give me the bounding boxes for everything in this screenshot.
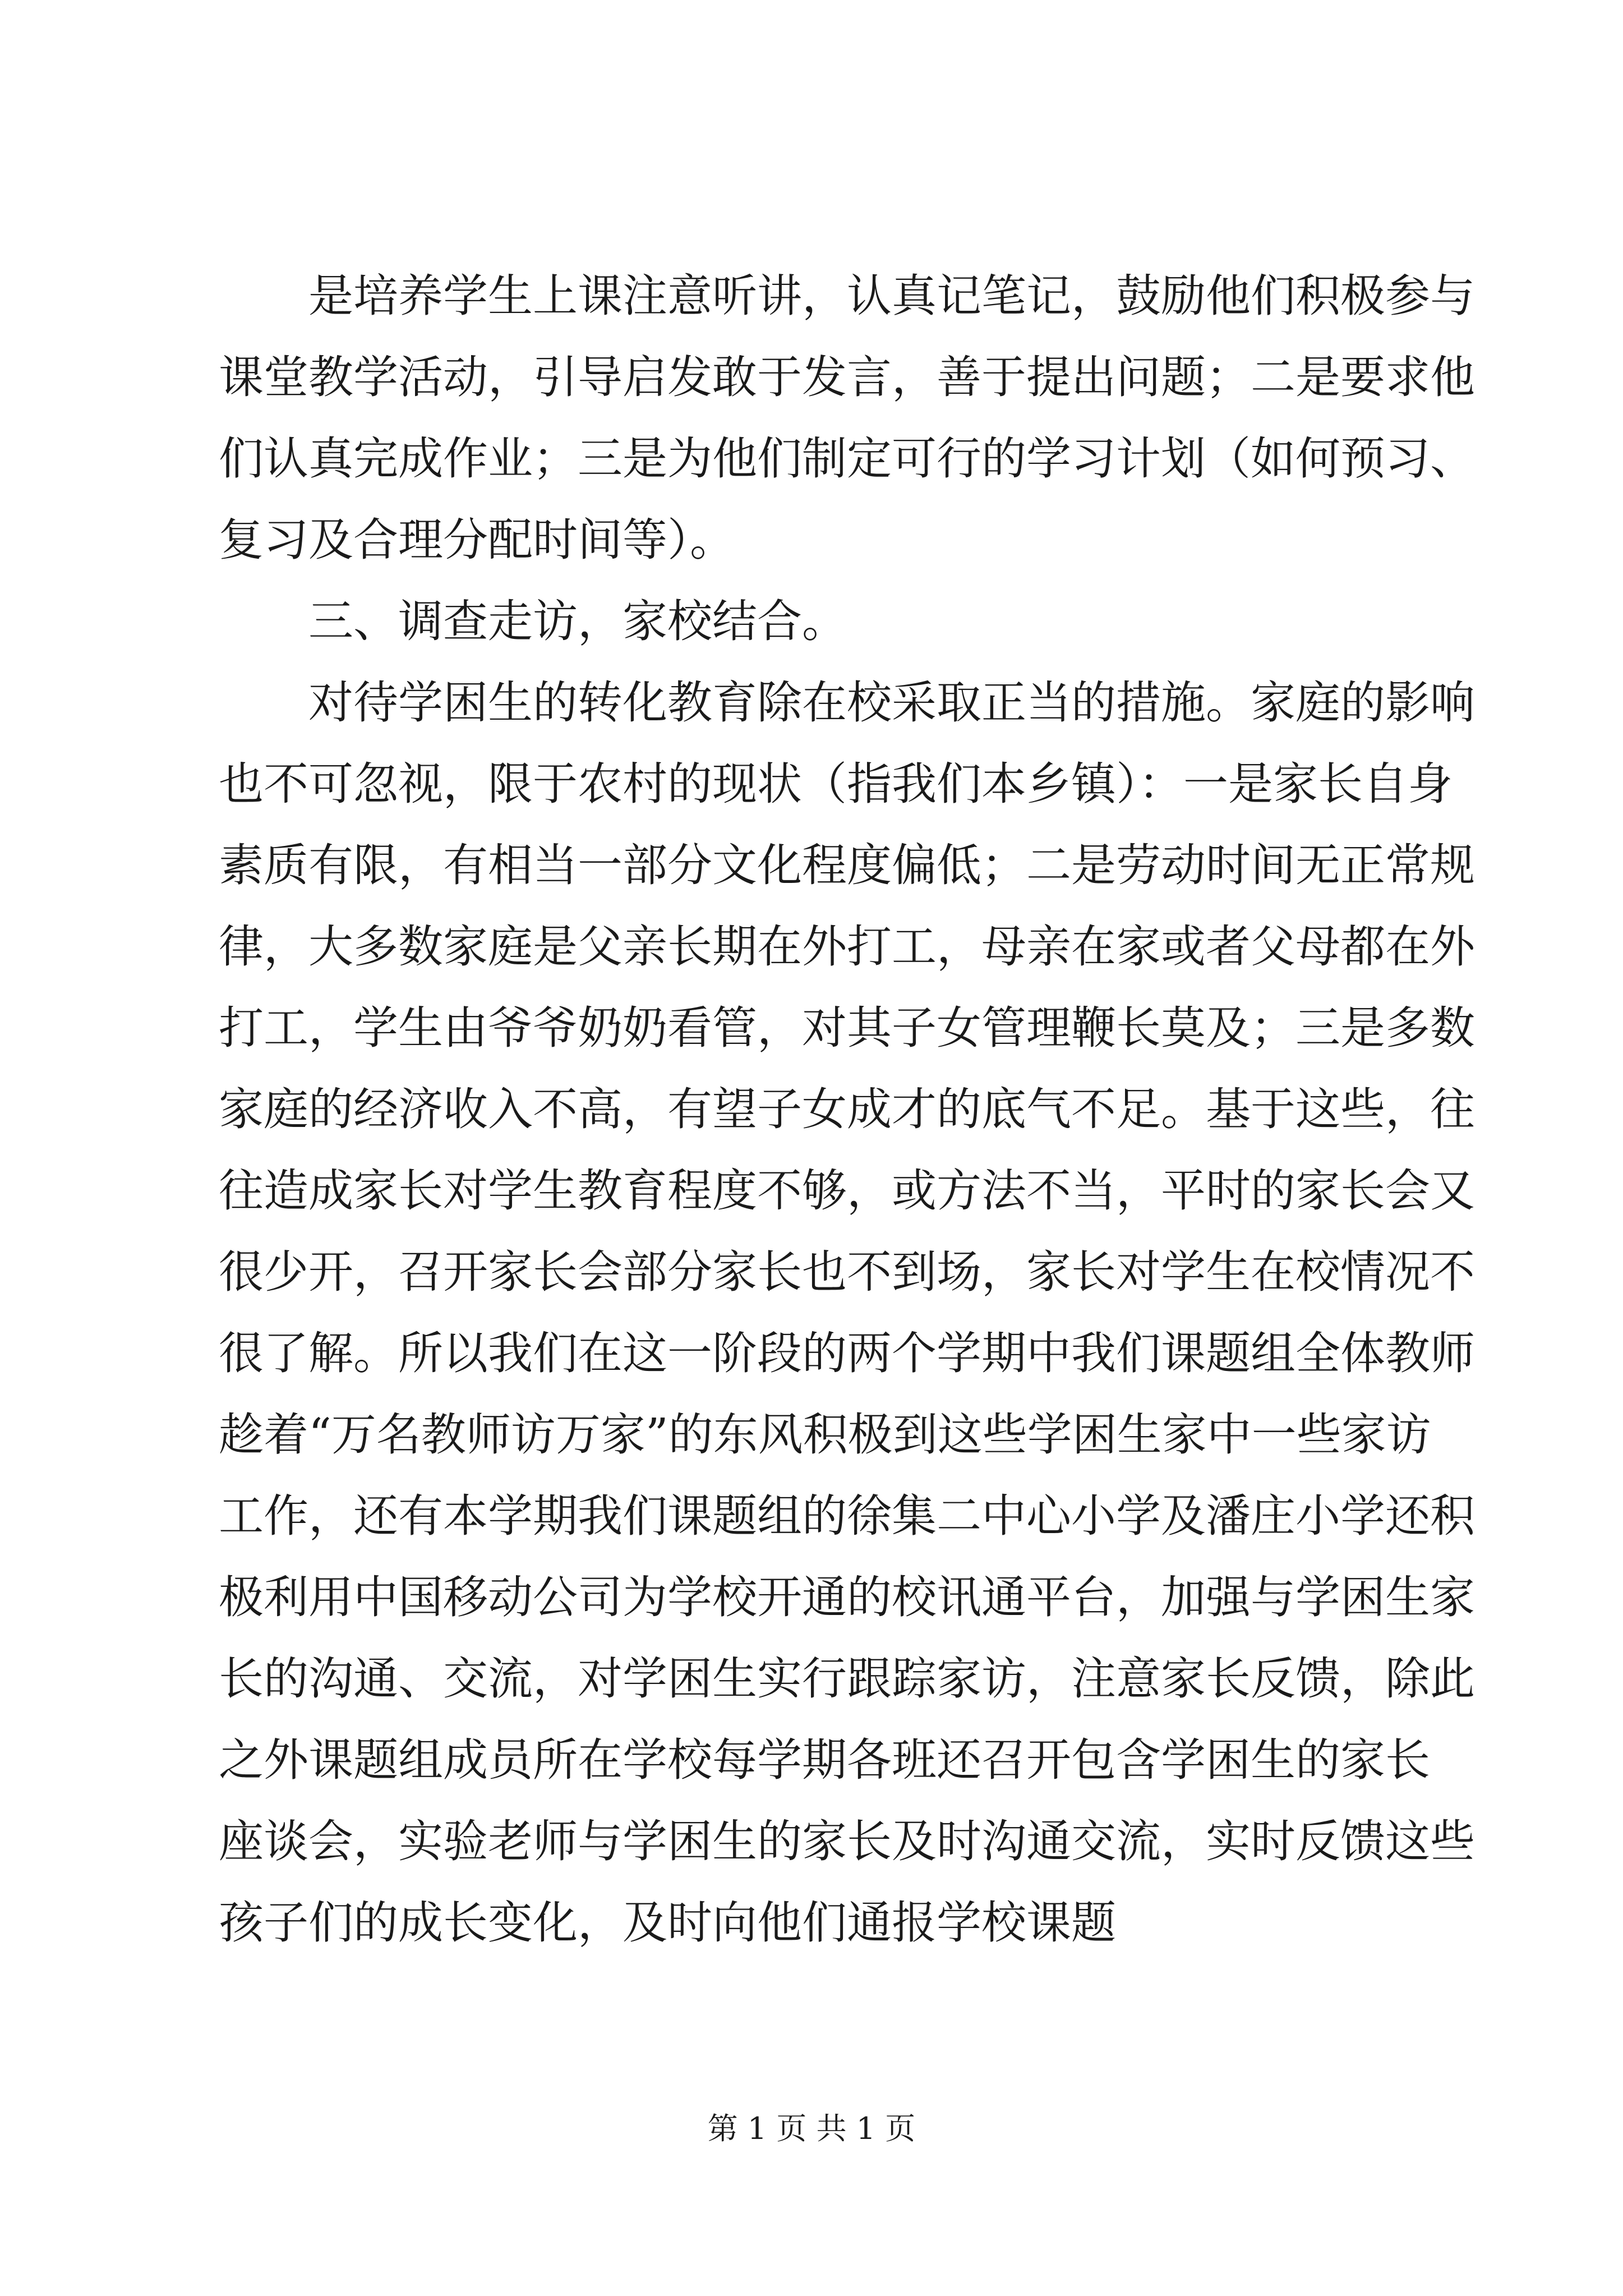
page-number-label: 第 1 页 共 1 页	[707, 2111, 916, 2146]
paragraph-line: 也不可忽视，限于农村的现状（指我们本乡镇）：一是家长自身	[219, 758, 1453, 810]
paragraph-line: 趁着“万名教师访万家”的东风积极到这些学困生家中一些家访	[219, 1409, 1431, 1461]
paragraph-line: 打工，学生由爷爷奶奶看管，对其子女管理鞭长莫及；三是多数	[219, 1002, 1475, 1054]
paragraph-line: 工作，还有本学期我们课题组的徐集二中心小学及潘庄小学还积	[219, 1490, 1475, 1542]
paragraph-line: 们认真完成作业；三是为他们制定可行的学习计划（如何预习、	[219, 432, 1475, 485]
page-footer	[0, 2109, 1623, 2148]
paragraph-line: 律，大多数家庭是父亲长期在外打工，母亲在家或者父母都在外	[219, 921, 1475, 973]
paragraph-line: 素质有限，有相当一部分文化程度偏低；二是劳动时间无正常规	[219, 839, 1475, 891]
paragraph-line: 往造成家长对学生教育程度不够，或方法不当，平时的家长会又	[219, 1165, 1475, 1217]
paragraph-line: 孩子们的成长变化，及时向他们通报学校课题	[219, 1897, 1116, 1949]
paragraph-line: 家庭的经济收入不高，有望子女成才的底气不足。基于这些，往	[219, 1083, 1475, 1135]
paragraph-line: 极利用中国移动公司为学校开通的校讯通平台，加强与学困生家	[219, 1571, 1475, 1623]
paragraph-line: 很少开，召开家长会部分家长也不到场，家长对学生在校情况不	[219, 1246, 1475, 1298]
paragraph-line: 是培养学生上课注意听讲，认真记笔记，鼓励他们积极参与	[308, 270, 1475, 322]
section-heading: 三、调查走访，家校结合。	[308, 595, 847, 647]
document-body	[219, 255, 1475, 1963]
paragraph-line: 对待学困生的转化教育除在校采取正当的措施。家庭的影响	[308, 677, 1475, 729]
paragraph-line: 复习及合理分配时间等）。	[219, 514, 735, 566]
paragraph-line: 很了解。所以我们在这一阶段的两个学期中我们课题组全体教师	[219, 1327, 1475, 1379]
paragraph-line: 长的沟通、交流，对学困生实行跟踪家访，注意家长反馈，除此	[219, 1653, 1475, 1705]
paragraph-line: 课堂教学活动，引导启发敢于发言，善于提出问题；二是要求他	[219, 351, 1475, 403]
paragraph-line: 座谈会，实验老师与学困生的家长及时沟通交流，实时反馈这些	[219, 1815, 1475, 1867]
paragraph-line: 之外课题组成员所在学校每学期各班还召开包含学困生的家长	[219, 1734, 1430, 1786]
